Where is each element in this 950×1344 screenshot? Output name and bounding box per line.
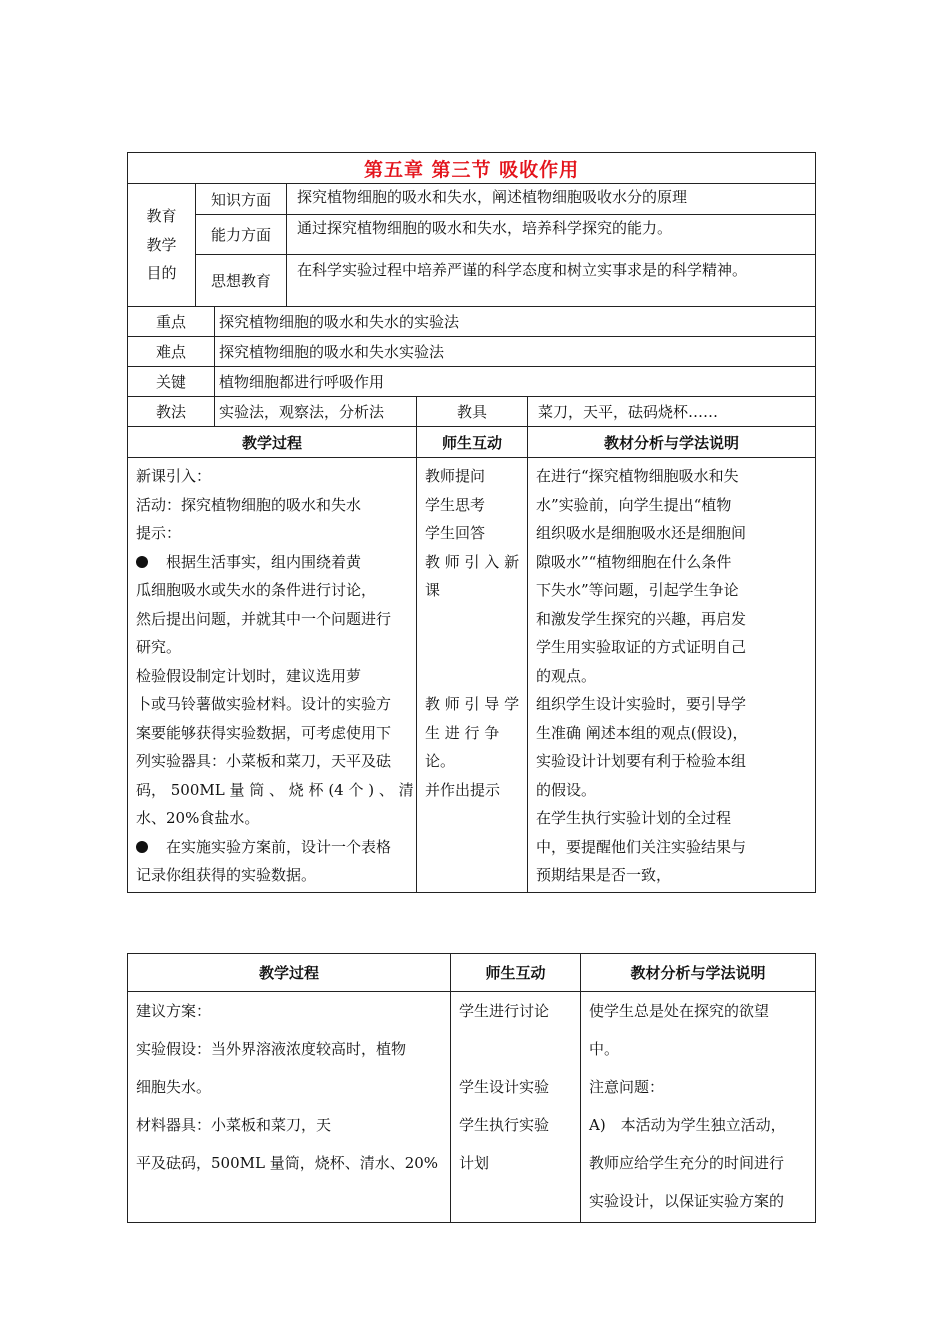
crux-label: 关键 xyxy=(128,367,215,397)
objectives-label-line: 教学 xyxy=(146,235,177,254)
analysis-line: 的假设。 xyxy=(536,780,597,799)
header-analysis: 教材分析与学法说明 xyxy=(528,427,816,458)
analysis-line: 在进行“探究植物细胞吸水和失 xyxy=(536,467,739,485)
process-line: 码， 500ML 量 筒 、 烧 杯 (4 个 ) 、 清 xyxy=(136,780,414,799)
interaction-line: 教师提问 xyxy=(425,467,486,485)
lesson-title: 第五章 第三节 吸收作用 xyxy=(363,158,580,181)
analysis-line: 水”实验前，向学生提出“植物 xyxy=(536,495,732,514)
analysis-line: 注意问题： xyxy=(589,1078,665,1096)
header-interaction: 师生互动 xyxy=(417,427,528,458)
interaction-line: 论。 xyxy=(425,752,456,770)
lesson-title-cell xyxy=(128,153,816,184)
interaction-line: 学生执行实验 xyxy=(459,1116,550,1134)
header-interaction-2: 师生互动 xyxy=(451,954,581,992)
process-line: 列实验器具：小菜板和菜刀，天平及砝 xyxy=(136,752,392,770)
process-line: 案要能够获得实验数据，可考虑使用下 xyxy=(136,723,392,742)
process-bullet-text: 在实施实验方案前，设计一个表格 xyxy=(166,837,392,856)
process-bullet-text: 根据生活事实，组内围绕着黄 xyxy=(166,552,362,571)
analysis-line: A) 本活动为学生独立活动， xyxy=(589,1116,786,1134)
interaction-line: 教 师 引 导 学 xyxy=(425,695,520,713)
process-line: 平及砝码，500ML 量筒，烧杯、清水、20% xyxy=(136,1154,439,1172)
interaction-line: 课 xyxy=(425,581,441,599)
analysis-line: 学生用实验取证的方式证明自己 xyxy=(536,638,747,656)
analysis-line: 中。 xyxy=(589,1040,620,1058)
header-process-2: 教学过程 xyxy=(128,954,451,992)
interaction-line xyxy=(425,662,519,691)
interaction-line: 教 师 引 入 新 xyxy=(425,552,520,571)
lesson-plan-table-continued xyxy=(127,953,816,1223)
difficulty-label: 难点 xyxy=(128,337,215,367)
objective-aspect-ability: 能力方面 xyxy=(196,215,287,255)
interaction-line: 学生回答 xyxy=(425,524,486,542)
method-label: 教法 xyxy=(128,397,215,427)
key-point-value: 探究植物细胞的吸水和失水的实验法 xyxy=(215,307,816,337)
process-line: 细胞失水。 xyxy=(136,1078,212,1096)
analysis-line: 预期结果是否一致， xyxy=(536,866,672,884)
analysis-cell-1 xyxy=(528,458,816,893)
process-cell-1 xyxy=(128,458,417,893)
header-analysis-2: 教材分析与学法说明 xyxy=(581,954,816,992)
interaction-cell-2 xyxy=(451,992,581,1223)
process-cell-2 xyxy=(128,992,451,1223)
analysis-line: 使学生总是处在探究的欲望 xyxy=(589,1002,770,1020)
method-value: 实验法，观察法，分析法 xyxy=(215,397,417,427)
analysis-line: 教师应给学生充分的时间进行 xyxy=(589,1154,785,1172)
analysis-line: 和激发学生探究的兴趣，再启发 xyxy=(536,609,747,628)
analysis-line: 组织吸水是细胞吸水还是细胞间 xyxy=(536,524,747,542)
process-line xyxy=(136,833,408,862)
interaction-line xyxy=(425,605,519,634)
analysis-line: 隙吸水”“植物细胞在什么条件 xyxy=(536,552,732,571)
process-line xyxy=(136,548,408,577)
analysis-line: 实验设计计划要有利于检验本组 xyxy=(536,752,747,770)
analysis-line: 生准确 阐述本组的观点(假设)， xyxy=(536,723,748,742)
analysis-line: 组织学生设计实验时，要引导学 xyxy=(536,695,747,713)
process-line: 新课引入： xyxy=(136,467,212,485)
objective-content-knowledge: 探究植物细胞的吸水和失水，阐述植物细胞吸收水分的原理 xyxy=(287,184,816,215)
process-line: 记录你组获得的实验数据。 xyxy=(136,866,317,884)
lesson-plan-table xyxy=(127,152,816,893)
interaction-line: 学生思考 xyxy=(425,495,486,514)
interaction-line: 学生设计实验 xyxy=(459,1078,550,1096)
analysis-line: 在学生执行实验计划的全过程 xyxy=(536,809,732,827)
key-point-label: 重点 xyxy=(128,307,215,337)
process-line: 瓜细胞吸水或失水的条件进行讨论， xyxy=(136,581,377,599)
bullet-icon xyxy=(136,841,148,853)
process-line: 提示： xyxy=(136,524,182,542)
process-line: 建议方案： xyxy=(136,1002,212,1020)
objective-aspect-ideology: 思想教育 xyxy=(196,255,287,307)
objectives-label-line: 教育 xyxy=(146,207,177,226)
interaction-line xyxy=(459,1030,572,1068)
interaction-line: 生 进 行 争 xyxy=(425,723,500,742)
tools-label: 教具 xyxy=(417,397,528,427)
objectives-label-line: 目的 xyxy=(146,264,177,283)
process-line: 研究。 xyxy=(136,638,182,656)
analysis-line: 的观点。 xyxy=(536,666,597,685)
process-line: 然后提出问题，并就其中一个问题进行 xyxy=(136,609,392,628)
process-line: 检验假设制定计划时，建议选用萝 xyxy=(136,666,362,685)
analysis-line: 实验设计，以保证实验方案的 xyxy=(589,1192,785,1210)
tools-value: 菜刀，天平，砝码烧杯…… xyxy=(528,397,816,427)
crux-value: 植物细胞都进行呼吸作用 xyxy=(215,367,816,397)
objective-aspect-knowledge: 知识方面 xyxy=(196,184,287,215)
difficulty-value: 探究植物细胞的吸水和失水实验法 xyxy=(215,337,816,367)
analysis-line: 下失水”等问题，引起学生争论 xyxy=(536,581,739,599)
interaction-line xyxy=(425,633,519,662)
analysis-line: 中，要提醒他们关注实验结果与 xyxy=(536,837,747,856)
header-process: 教学过程 xyxy=(128,427,417,458)
process-line: 水、20%食盐水。 xyxy=(136,809,260,827)
interaction-line: 并作出提示 xyxy=(425,780,501,799)
process-line: 卜或马铃薯做实验材料。设计的实验方 xyxy=(136,695,392,713)
analysis-cell-2 xyxy=(581,992,816,1223)
process-line: 材料器具：小菜板和菜刀，天 xyxy=(136,1116,332,1134)
objectives-label xyxy=(128,184,196,307)
objective-content-ability: 通过探究植物细胞的吸水和失水，培养科学探究的能力。 xyxy=(287,215,816,255)
bullet-icon xyxy=(136,556,148,568)
interaction-line: 计划 xyxy=(459,1154,490,1172)
interaction-line: 学生进行讨论 xyxy=(459,1002,550,1020)
process-line: 活动：探究植物细胞的吸水和失水 xyxy=(136,495,362,514)
objective-content-ideology: 在科学实验过程中培养严谨的科学态度和树立实事求是的科学精神。 xyxy=(287,255,816,307)
process-line: 实验假设：当外界溶液浓度较高时，植物 xyxy=(136,1040,407,1058)
interaction-cell-1 xyxy=(417,458,528,893)
